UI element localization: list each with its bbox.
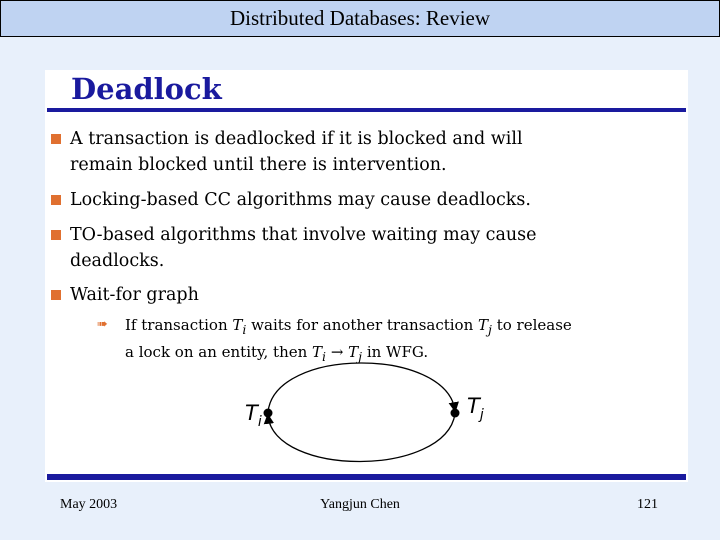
footer-page-number: 121	[637, 497, 658, 512]
heading-divider	[47, 108, 686, 112]
footer-author: Yangjun Chen	[320, 497, 400, 512]
square-bullet-icon	[51, 230, 61, 240]
square-bullet-icon	[51, 134, 61, 144]
node-tj	[451, 409, 460, 418]
edge-ti-to-tj	[268, 363, 455, 412]
presentation-title: Distributed Databases: Review	[229, 6, 491, 30]
wait-for-graph-diagram	[195, 292, 485, 472]
edge-tj-to-ti	[268, 414, 455, 462]
bullet-text-line: A transaction is deadlocked if it is blocked and will	[70, 129, 523, 149]
bullet-text-line: Locking-based CC algorithms may cause deadlocks.	[70, 190, 531, 210]
node-ti	[264, 409, 273, 418]
bullet-locking-cc	[70, 187, 610, 213]
sub-bullet-line-2: a lock on an entity, then $T_i \to T_j$ in WFG.	[125, 343, 429, 364]
title-bar	[0, 0, 720, 37]
sub-bullet-line-1: If transaction $T_i$ waits for another transaction $T_j$ to release	[125, 316, 572, 337]
bullet-to-based	[70, 222, 610, 274]
square-bullet-icon	[51, 195, 61, 205]
bottom-divider	[47, 474, 686, 480]
node-tj-label: $T_j$	[467, 394, 484, 423]
bullet-text-line: remain blocked until there is intervention.	[70, 155, 447, 175]
bullet-text-line: deadlocks.	[70, 251, 165, 271]
node-ti-label: $T_i$	[245, 401, 262, 430]
slide-heading: Deadlock	[71, 72, 222, 106]
arrow-bullet-icon: ➠	[97, 317, 108, 332]
bullet-text-line: Wait-for graph	[70, 285, 199, 305]
footer-date: May 2003	[60, 497, 118, 512]
bullet-text-line: TO-based algorithms that involve waiting may cause	[70, 225, 537, 245]
square-bullet-icon	[51, 290, 61, 300]
bullet-deadlock-definition	[70, 126, 610, 178]
